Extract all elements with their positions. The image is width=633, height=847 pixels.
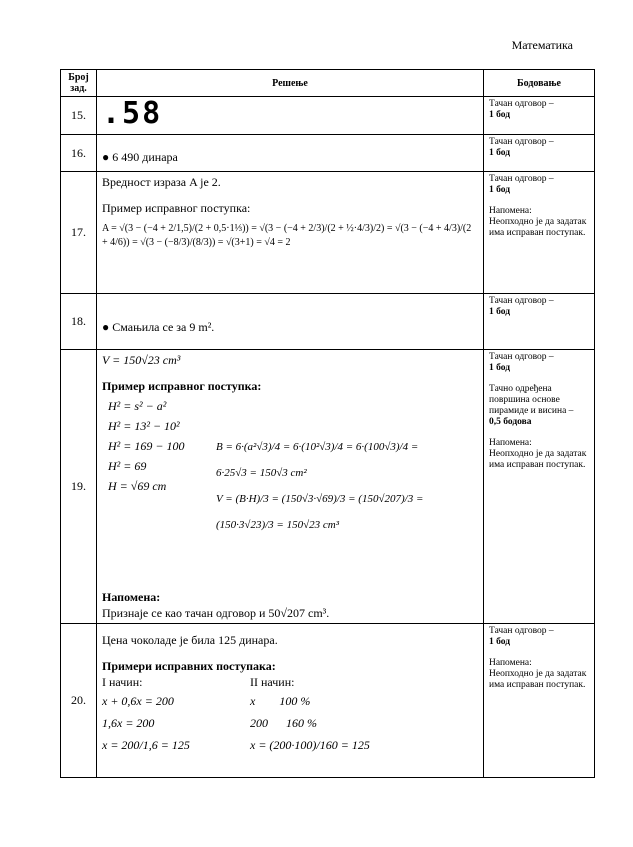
note-label: Напомена: xyxy=(489,658,532,668)
points-cell xyxy=(484,294,595,350)
method-one xyxy=(102,674,242,756)
examples-label: Примери исправних поступака: xyxy=(102,659,276,673)
step: 200 160 % xyxy=(250,716,317,730)
table-row-19 xyxy=(61,350,595,624)
points-correct: Тачан одговор – xyxy=(489,626,554,636)
note-label: Напомена: xyxy=(102,590,161,604)
seven-segment-answer: .58 xyxy=(102,96,163,131)
height-steps xyxy=(108,396,213,496)
note-text: Признаје се као тачан одговор и 50√207 cm³. xyxy=(102,606,330,620)
step: x = 200/1,6 = 125 xyxy=(102,738,190,752)
note-label: Напомена: xyxy=(489,438,532,448)
note-text: Неопходно је да задатак има исправан поступак. xyxy=(489,669,587,690)
example-label: Пример исправног поступка: xyxy=(102,379,262,393)
step: H² = 69 xyxy=(108,459,147,473)
solution-cell xyxy=(97,350,484,624)
task-number: 15. xyxy=(61,97,97,135)
task-number: 16. xyxy=(61,135,97,172)
method-label: II начин: xyxy=(250,675,295,689)
step: 6·25√3 = 150√3 cm² xyxy=(216,467,307,479)
partial-points-text: Тачно одређена површина основе пирамиде и висина – xyxy=(489,384,574,416)
points-value: 1 бод xyxy=(489,363,511,373)
methods xyxy=(102,674,478,770)
grading-table xyxy=(60,69,595,778)
solution-cell xyxy=(97,135,484,172)
table-row-17 xyxy=(61,172,595,294)
answer-text: Вредност израза A је 2. xyxy=(102,175,221,189)
step: x + 0,6x = 200 xyxy=(102,694,174,708)
task-number: 19. xyxy=(61,350,97,624)
points-correct: Тачан одговор – xyxy=(489,296,554,306)
answer-text: Цена чоколаде је била 125 динара. xyxy=(102,633,278,647)
table-row-18 xyxy=(61,294,595,350)
step: H² = 13² − 10² xyxy=(108,419,180,433)
step: x = (200·100)/160 = 125 xyxy=(250,738,370,752)
page-header-subject: Математика xyxy=(511,38,573,52)
points-cell xyxy=(484,624,595,778)
step: B = 6·(a²√3)/4 = 6·(10²√3)/4 = 6·(100√3)/4 = xyxy=(216,441,419,453)
step: H = √69 cm xyxy=(108,479,167,493)
note-label: Напомена: xyxy=(489,206,532,216)
step: H² = 169 − 100 xyxy=(108,439,185,453)
points-cell xyxy=(484,97,595,135)
answer-text: ● 6 490 динара xyxy=(102,150,178,164)
task-number: 18. xyxy=(61,294,97,350)
solution-cell xyxy=(97,294,484,350)
partial-points-value: 0,5 бодова xyxy=(489,417,532,427)
note-text: Неопходно је да задатак има исправан поступак. xyxy=(489,217,587,238)
task-number: 17. xyxy=(61,172,97,294)
step: 1,6x = 200 xyxy=(102,716,155,730)
points-value: 1 бод xyxy=(489,185,511,195)
points-value: 1 бод xyxy=(489,148,511,158)
points-value: 1 бод xyxy=(489,110,511,120)
answer-text: V = 150√23 cm³ xyxy=(102,353,181,367)
task-number: 20. xyxy=(61,624,97,778)
points-correct: Тачан одговор – xyxy=(489,99,554,109)
header-solution: Решење xyxy=(97,70,484,97)
table-row-16 xyxy=(61,135,595,172)
radical-expression: A = √(3 − (−4 + 2/1,5)/(2 + 0,5·1⅓)) = √(3 − (−4 + 2/3)/(2 + ½·4/3)/2) = √(3 − (−4 + 4/3)/(2 + 4/6)) = √(3 − (−8/3)/(8/3)) = √(3+1) = √4 = 2 xyxy=(102,223,472,248)
points-value: 1 бод xyxy=(489,307,511,317)
points-correct: Тачан одговор – xyxy=(489,174,554,184)
method-label: I начин: xyxy=(102,675,143,689)
working-steps xyxy=(102,394,478,589)
header-points: Бодовање xyxy=(484,70,595,97)
points-cell xyxy=(484,135,595,172)
step: V = (B·H)/3 = (150√3·√69)/3 = (150√207)/3 = xyxy=(216,493,424,505)
table-row-20 xyxy=(61,624,595,778)
volume-steps xyxy=(216,434,481,538)
solution-cell xyxy=(97,97,484,135)
points-cell xyxy=(484,350,595,624)
solution-cell xyxy=(97,624,484,778)
step: H² = s² − a² xyxy=(108,399,167,413)
points-correct: Тачан одговор – xyxy=(489,352,554,362)
solution-cell xyxy=(97,172,484,294)
step: x 100 % xyxy=(250,694,311,708)
points-cell xyxy=(484,172,595,294)
points-value: 1 бод xyxy=(489,637,511,647)
example-label: Пример исправног поступка: xyxy=(102,201,251,215)
method-two xyxy=(250,674,470,756)
answer-text: ● Смањила се за 9 m². xyxy=(102,319,215,334)
header-task-number: Број зад. xyxy=(61,70,97,97)
table-header-row xyxy=(61,70,595,97)
table-row-15 xyxy=(61,97,595,135)
note-text: Неопходно је да задатак има исправан поступак. xyxy=(489,449,587,470)
points-correct: Тачан одговор – xyxy=(489,137,554,147)
step: (150·3√23)/3 = 150√23 cm³ xyxy=(216,519,340,531)
